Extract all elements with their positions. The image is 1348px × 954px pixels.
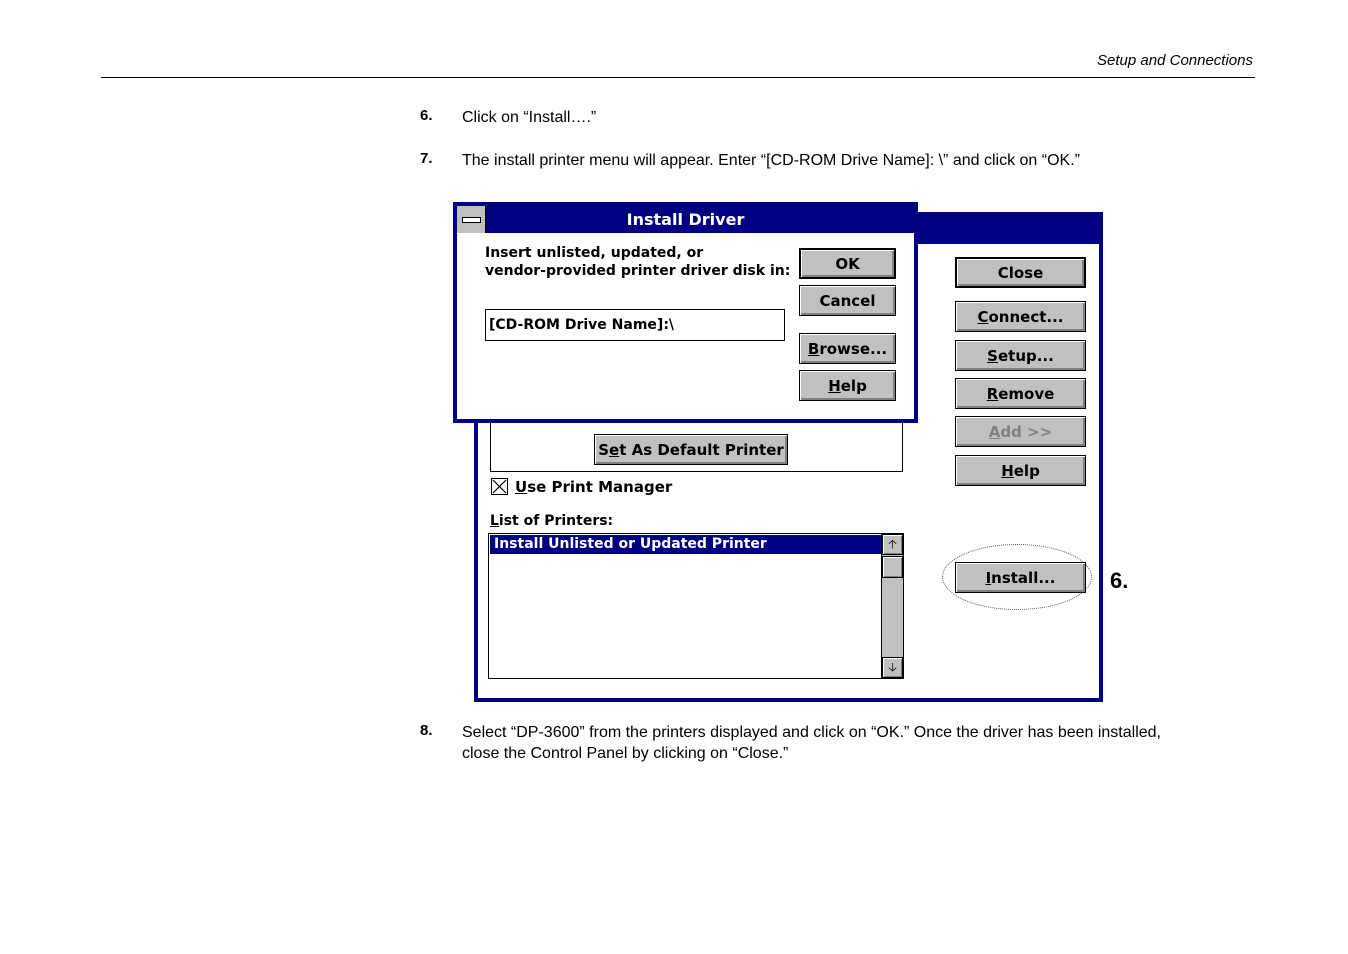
connect-button-label: onnect... [988,307,1064,326]
add-button[interactable] [955,416,1086,447]
remove-button-accel: R [986,384,999,403]
checkbox-check-icon [492,479,507,494]
printers-listbox[interactable] [488,533,904,679]
remove-button-label: emove [998,384,1055,403]
cancel-button-label: Cancel [819,291,876,310]
install-button[interactable] [955,562,1086,593]
install-button-accel: I [985,568,992,587]
setup-button-accel: S [987,346,998,365]
help-button[interactable] [955,455,1086,486]
browse-button-accel: B [807,339,820,358]
driver-help-accel: H [828,376,841,395]
listbox-scrollbar[interactable] [881,534,903,678]
use-print-manager-text: se Print Manager [527,478,673,496]
set-default-accel: e [609,440,620,459]
install-button-label: nstall... [991,568,1056,587]
setup-button[interactable] [955,340,1086,371]
step-text: Select “DP-3600” from the printers displayed and click on “OK.” Once the driver has been installed, close the Control Panel by clicking on “Close.” [462,724,1161,762]
step-number: 8. [420,722,433,739]
remove-button[interactable] [955,378,1086,409]
browse-button[interactable] [799,333,896,364]
connect-button[interactable] [955,301,1086,332]
list-label-accel: L [490,513,499,529]
ok-button-label: OK [835,254,860,273]
close-button[interactable] [955,257,1086,288]
driver-help-label: elp [840,376,867,395]
set-default-label-pre: S [598,440,610,459]
install-driver-title: Install Driver [626,210,745,229]
install-driver-prompt [485,244,795,280]
scroll-thumb[interactable] [882,556,903,578]
scroll-down-arrow-icon[interactable]: 🡣 [882,657,903,678]
page-header-title: Setup and Connections [1097,52,1253,69]
list-of-printers-label [490,513,613,529]
setup-button-label: etup... [997,346,1054,365]
use-print-manager-label[interactable] [515,478,672,496]
step-text: Click on “Install….” [462,109,597,126]
cancel-button[interactable] [799,285,896,316]
set-default-label: t As Default Printer [619,440,784,459]
callout-step-number: 6. [1110,568,1129,593]
scroll-up-arrow-icon[interactable]: 🡡 [882,534,903,555]
list-label-text: ist of Printers: [498,513,614,529]
prompt-line-1: Insert unlisted, updated, or [485,245,704,261]
step-number: 6. [420,107,433,124]
step-number: 7. [420,150,433,167]
help-button-accel: H [1001,461,1014,480]
set-default-printer-button[interactable] [594,434,788,465]
use-print-manager-accel: U [515,478,528,496]
close-button-label: Close [997,263,1044,282]
list-item[interactable]: Install Unlisted or Updated Printer [490,535,881,554]
use-print-manager-checkbox[interactable] [491,478,508,495]
browse-button-label: rowse... [819,339,888,358]
install-driver-titlebar [457,206,914,233]
connect-button-accel: C [977,307,989,326]
system-menu-icon[interactable] [457,206,486,233]
help-button-label: elp [1013,461,1040,480]
add-button-label: dd >> [1000,422,1053,441]
prompt-line-2: vendor-provided printer driver disk in: [485,263,791,279]
step-text: The install printer menu will appear. Enter “[CD-ROM Drive Name]: \” and click on “OK.” [462,152,1080,169]
header-rule [101,77,1255,78]
driver-help-button[interactable] [799,370,896,401]
add-button-accel: A [988,422,1001,441]
ok-button[interactable] [799,248,896,279]
driver-path-input[interactable]: [CD-ROM Drive Name]:\ [485,309,785,341]
